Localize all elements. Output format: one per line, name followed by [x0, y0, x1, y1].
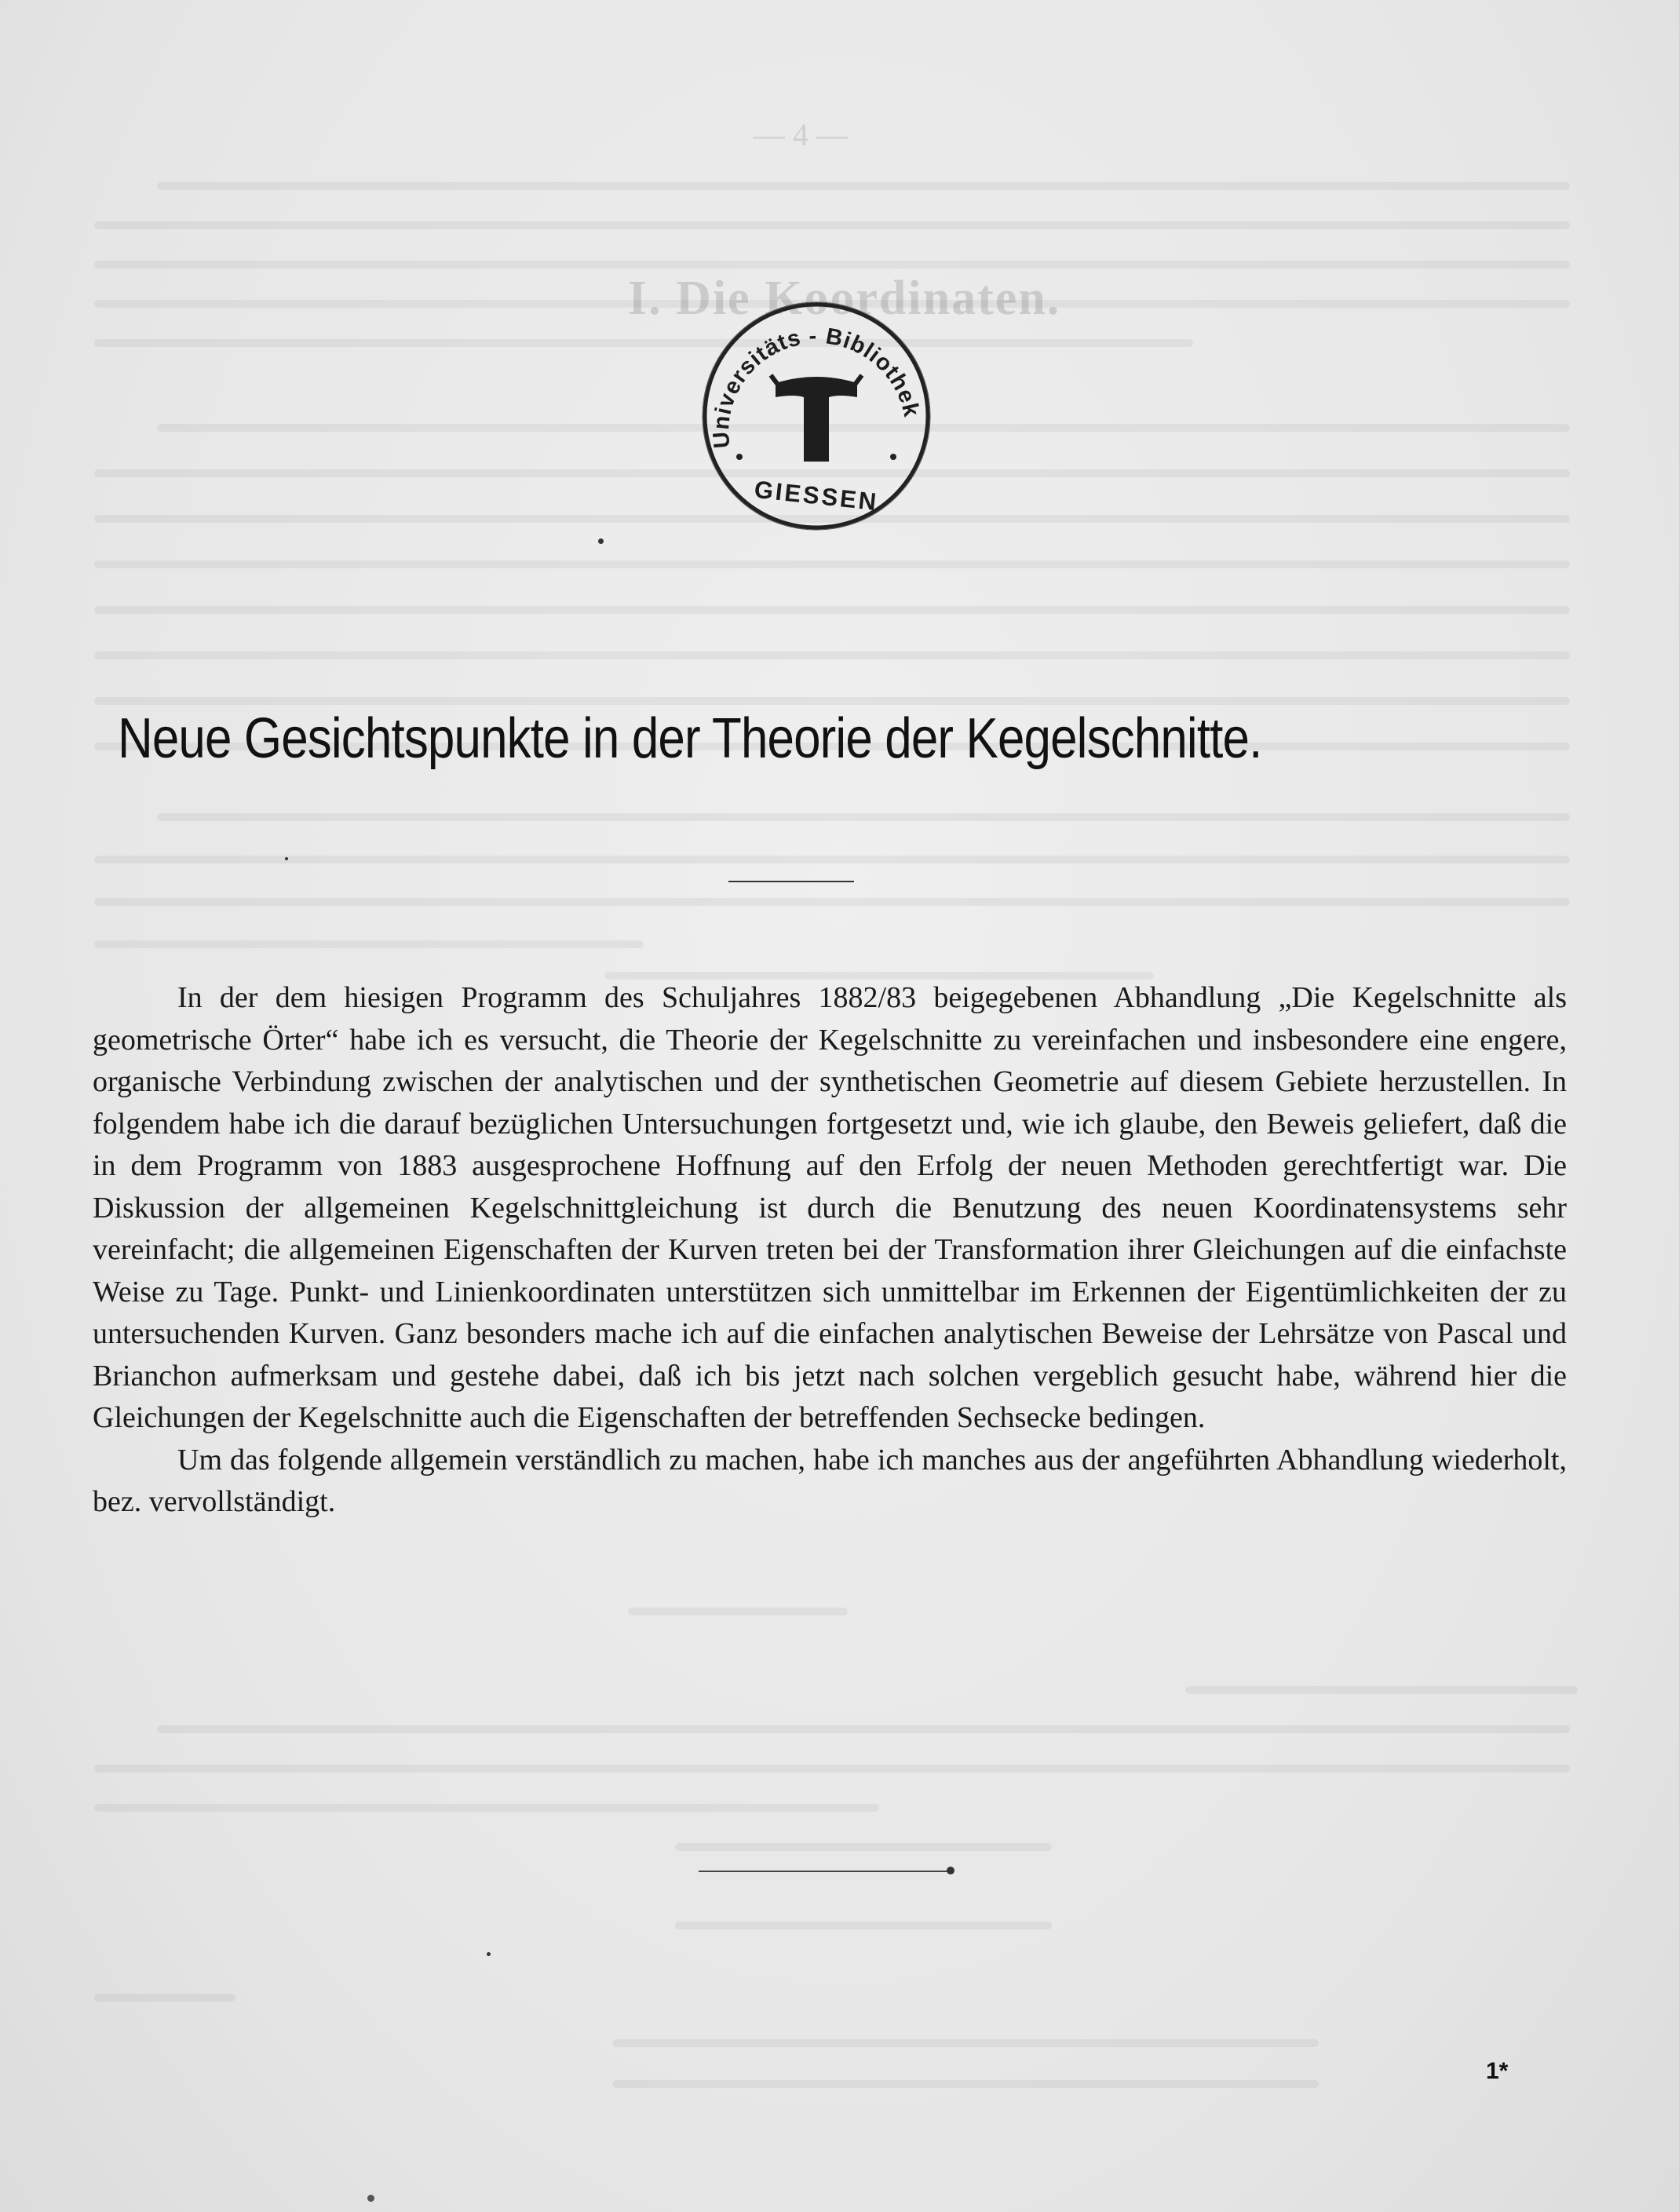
- page-number: 1*: [1486, 2058, 1509, 2084]
- title-divider: [728, 881, 854, 882]
- section-end-rule: [699, 1871, 950, 1872]
- bleed-through-page-number: — 4 —: [754, 117, 848, 152]
- introduction-text: [93, 977, 1567, 1524]
- stamp-bottom-text: GIESSEN: [753, 475, 880, 516]
- ink-speck: [285, 857, 288, 860]
- stamp-emblem: [771, 375, 862, 462]
- ink-speck: [598, 538, 604, 544]
- paragraph-1: In der dem hiesigen Programm des Schuljahres 1882/83 beigegebenen Abhandlung „Die Kegelschnitte als geometrische Örter“ habe ich es versucht, die Theorie der Kegelschnitte zu vereinfachen und insbesondere eine engere, organische Verbindung zwischen der analytischen und der synthetischen Geometrie auf diesem Gebiete herzustellen. In folgendem habe ich die darauf bezüglichen Untersuchungen fortgesetzt und, wie ich glaube, den Beweis geliefert, daß die in dem Programm von 1883 ausgesprochene Hoffnung auf den Erfolg der neuen Methoden gerechtfertigt war. Die Diskussion der allgemeinen Kegelschnittgleichung ist durch die Benutzung des neuen Koordinatensystems sehr vereinfacht; die allgemeinen Eigenschaften der Kurven treten bei der Transformation ihrer Gleichungen auf die einfachste Weise zu Tage. Punkt- und Linienkoordinaten unterstützen sich unmittelbar im Erkennen der Eigentümlichkeiten der zu untersuchenden Kurven. Ganz besonders mache ich auf die einfachen analytischen Beweise der Lehrsätze von Pascal und Brianchon aufmerksam und gestehe dabei, daß ich bis jetzt nach solchen vergeblich gesucht habe, während hier die Gleichungen der Kegelschnitte auch die Eigenschaften der betreffenden Sechsecke bedingen.: [93, 981, 1567, 1434]
- ink-speck: [487, 1952, 491, 1956]
- library-stamp: [699, 298, 934, 534]
- article-title: Neue Gesichtspunkte in der Theorie der Kegelschnitte.: [118, 707, 1262, 770]
- ink-speck: [367, 2195, 374, 2202]
- paragraph-2: Um das folgende allgemein verständlich zu machen, habe ich manches aus der angeführten Abhandlung wiederholt, bez. vervollständigt.: [93, 1443, 1567, 1518]
- bleed-through-heading: I. Die Koordinaten.: [628, 272, 1061, 325]
- stamp-arc-text: Universitäts - Bibliothek: [708, 323, 925, 450]
